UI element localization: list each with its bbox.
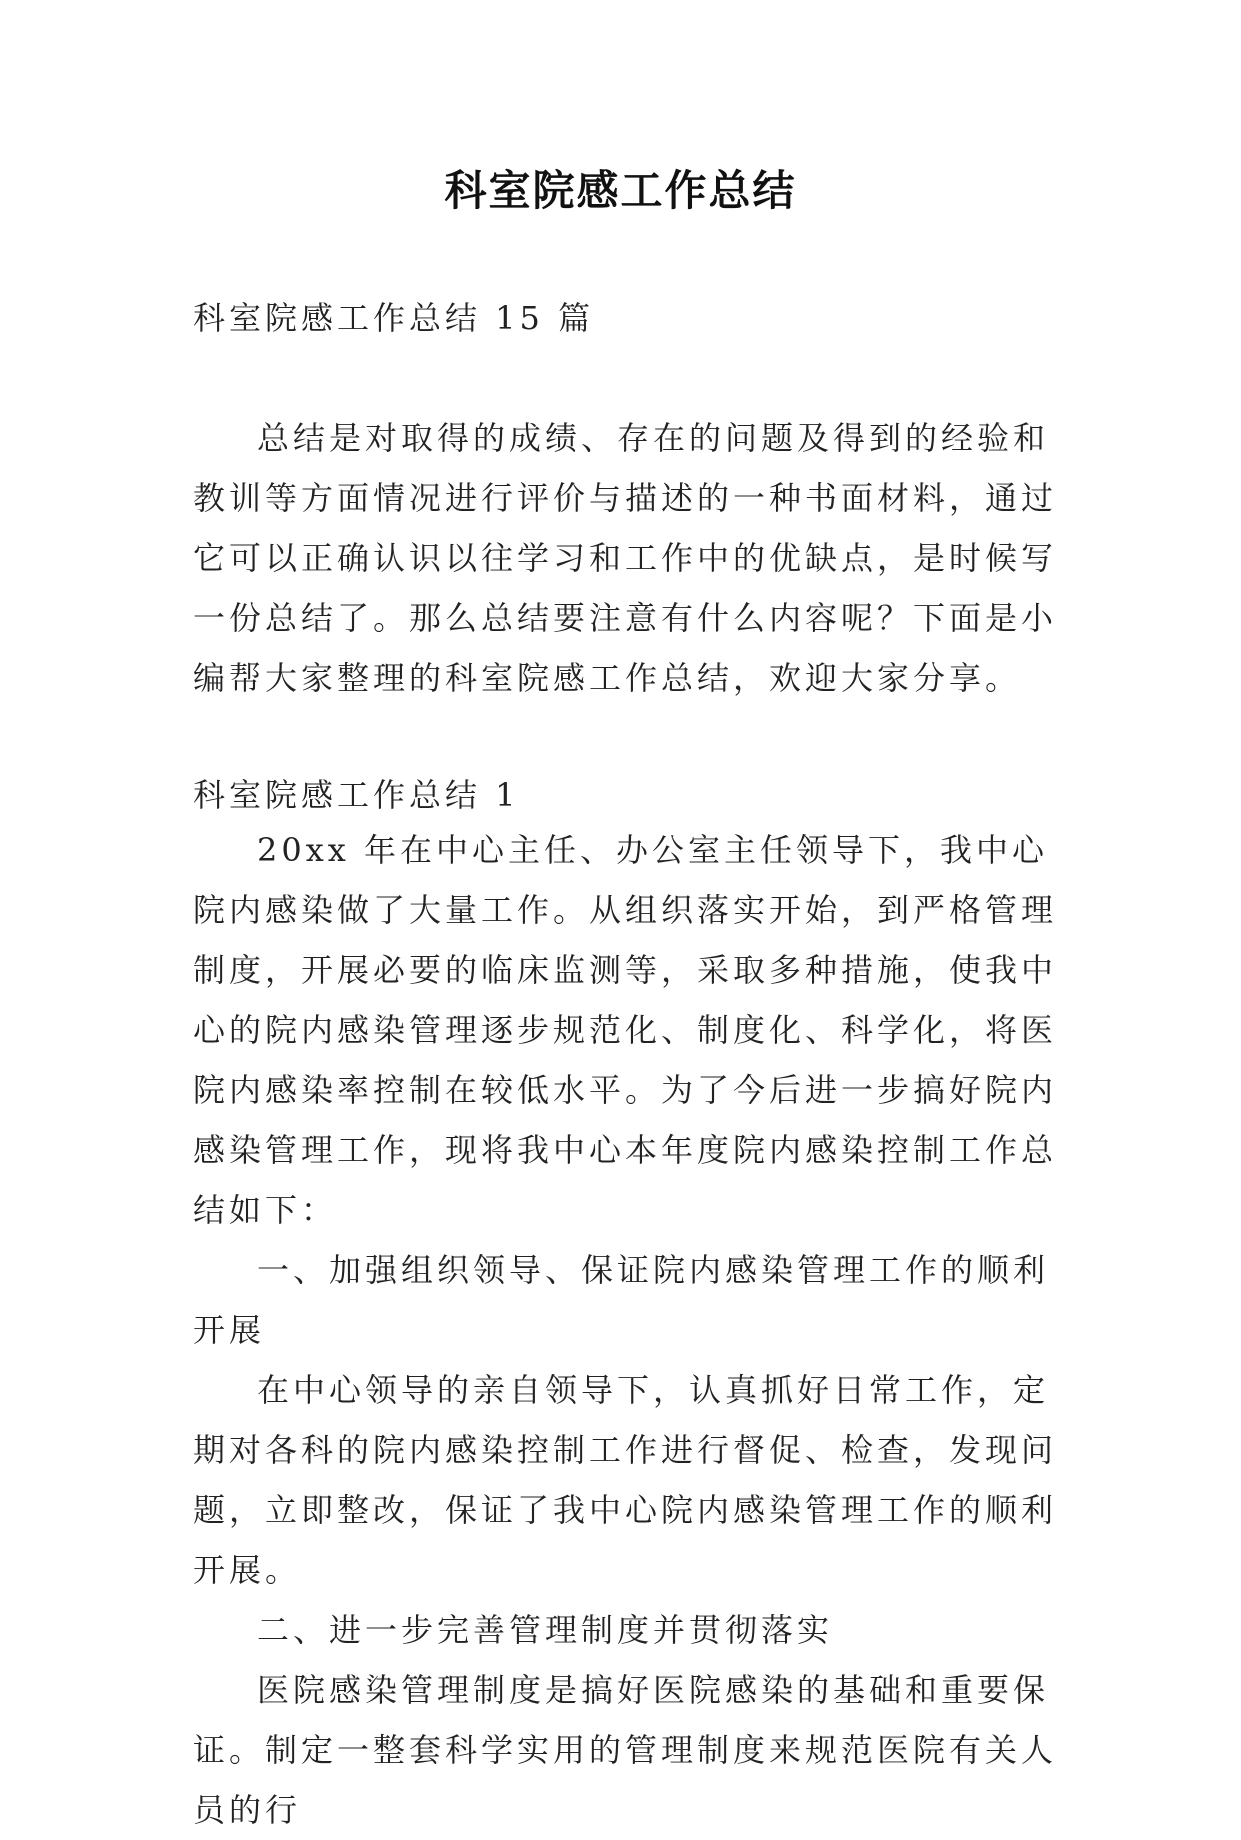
body-paragraph: 20xx 年在中心主任、办公室主任领导下，我中心院内感染做了大量工作。从组织落实开始，到严格管理制度，开展必要的临床监测等，采取多种措施，使我中心的院内感染管理逐步规范化、制度化、科学化，将医院内感染率控制在较低水平。为了今后进一步搞好院内感染管理工作，现将我中心本年度院内感染控制工作总结如下： (193, 831, 1058, 1229)
body-paragraph: 在中心领导的亲自领导下，认真抓好日常工作，定期对各科的院内感染控制工作进行督促、检查，发现问题，立即整改，保证了我中心院内感染管理工作的顺利开展。 (193, 1371, 1058, 1589)
subheading: 一、加强组织领导、保证院内感染管理工作的顺利开展 (193, 1251, 1050, 1349)
section-body (193, 820, 1063, 1840)
document-subtitle: 科室院感工作总结 15 篇 (193, 299, 595, 337)
document-title: 科室院感工作总结 (444, 166, 797, 215)
section-heading: 科室院感工作总结 1 (193, 776, 520, 814)
intro-section (193, 408, 1063, 708)
intro-paragraph: 总结是对取得的成绩、存在的问题及得到的经验和教训等方面情况进行评价与描述的一种书面材料，通过它可以正确认识以往学习和工作中的优缺点，是时候写一份总结了。那么总结要注意有什么内容呢？下面是小编帮大家整理的科室院感工作总结，欢迎大家分享。 (193, 419, 1058, 697)
subheading: 二、进一步完善管理制度并贯彻落实 (257, 1611, 834, 1649)
body-paragraph: 医院感染管理制度是搞好医院感染的基础和重要保证。制定一整套科学实用的管理制度来规范医院有关人员的行 (193, 1671, 1058, 1829)
